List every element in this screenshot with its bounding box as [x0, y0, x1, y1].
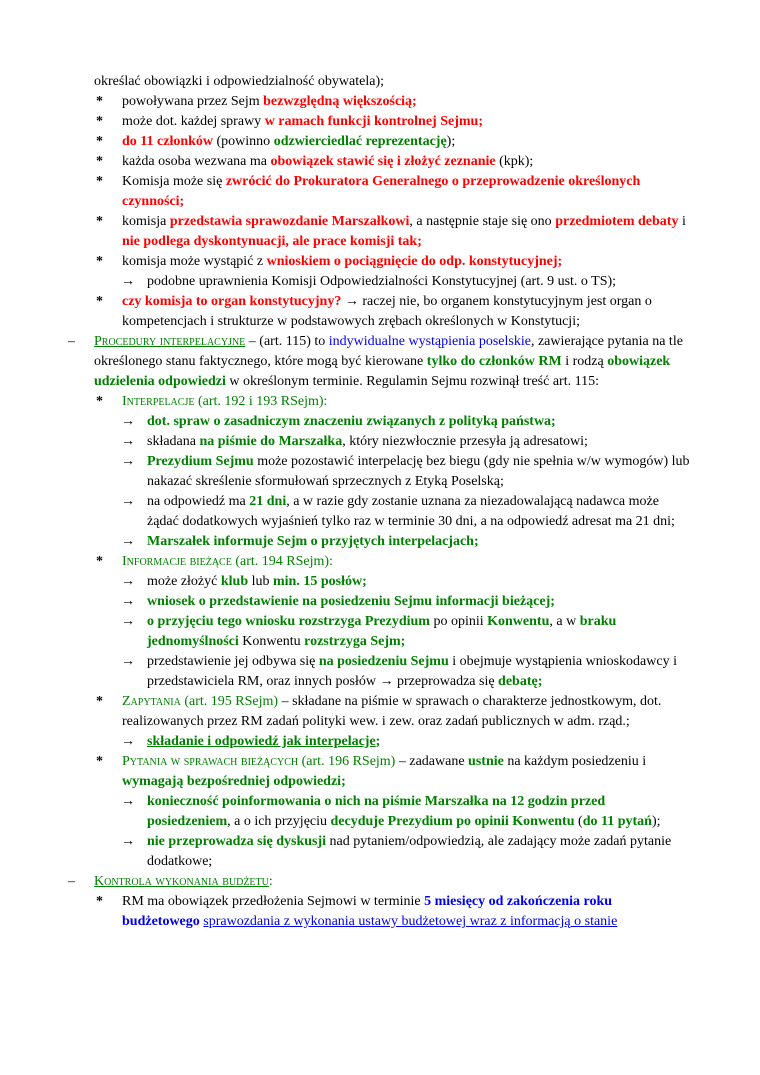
text-segment: → raczej nie, bo organem konstytucyjnym jest organ o kompetencjach i strukturze w podstawowych zrębach określonych w Konstytucji; — [122, 294, 652, 329]
heading-text: Zapytania — [122, 694, 181, 709]
text-segment: konieczność poinformowania o nich na piśmie Marszałka na 12 godzin przed posiedzeniem — [147, 794, 606, 829]
star-marker-icon: * — [96, 134, 103, 149]
text-segment: indywidualne wystąpienia poselskie — [328, 334, 531, 349]
text-segment: na każdym posiedzeniu i — [503, 754, 647, 769]
list-item — [121, 572, 690, 592]
arrow-marker-icon: → — [121, 614, 135, 629]
arrow-marker-icon: → — [121, 274, 135, 289]
list-item — [96, 132, 690, 152]
heading-text: Interpelacje — [122, 394, 195, 409]
star-marker-icon: * — [96, 254, 103, 269]
arrow-marker-icon: → — [121, 534, 135, 549]
arrow-marker-icon: → — [121, 574, 135, 589]
heading-text: Kontrola wykonania budżetu — [94, 874, 269, 889]
text-segment: Konwentu — [238, 634, 305, 649]
list-item — [68, 332, 690, 392]
text-segment: może złożyć — [147, 574, 221, 589]
list-item — [96, 112, 690, 132]
list-item — [94, 72, 690, 92]
text-segment: (art. 192 i 193 RSejm): — [194, 394, 328, 409]
text-segment: , zawierające pytania na tle określonego stanu faktycznego, które mogą być kierowane — [94, 334, 683, 369]
list-item — [121, 412, 690, 432]
text-segment: klub — [220, 574, 249, 589]
text-segment: przedstawienie jej odbywa się — [147, 654, 319, 669]
arrow-marker-icon: → — [121, 414, 135, 429]
arrow-marker-icon: → — [121, 594, 135, 609]
arrow-marker-icon: → — [121, 454, 135, 469]
arrow-marker-icon: → — [121, 654, 135, 669]
text-segment: podobne uprawnienia Komisji Odpowiedzialności Konstytucyjnej (art. 9 ust. o TS); — [147, 274, 617, 289]
text-segment: dot. spraw o zasadniczym znaczeniu związanych z polityką państwa; — [147, 414, 556, 429]
text-segment: ; — [375, 734, 381, 749]
arrow-marker-icon: → — [121, 794, 135, 809]
text-segment: składanie i odpowiedź jak interpelacje — [147, 734, 376, 749]
star-marker-icon: * — [96, 174, 103, 189]
text-segment: lub — [248, 574, 273, 589]
text-segment: Marszałek informuje Sejm o przyjętych interpelacjach; — [147, 534, 479, 549]
text-segment: komisja może wystąpić z — [122, 254, 267, 269]
text-segment: do 11 członków — [122, 134, 214, 149]
heading-text: Informacje bieżące — [122, 554, 232, 569]
list-item — [96, 172, 690, 212]
text-segment: nad pytaniem/odpowiedzią, ale zadający może zadań pytanie dodatkowe; — [147, 834, 672, 869]
list-item — [96, 552, 690, 572]
text-segment: Konwentu — [487, 614, 550, 629]
text-segment: (art. 195 RSejm) — [180, 694, 279, 709]
text-segment: , a następnie staje się ono — [409, 214, 556, 229]
text-segment: obowiązek stawić się i złożyć zeznanie — [270, 154, 496, 169]
list-item — [121, 792, 690, 832]
list-item — [121, 652, 690, 692]
star-marker-icon: * — [96, 154, 103, 169]
dash-marker-icon: – — [68, 874, 75, 889]
text-segment: nie podlega dyskontynuacji, ale prace komisji tak; — [122, 234, 422, 249]
dash-marker-icon: – — [68, 334, 75, 349]
text-segment: braku jednomyślności — [147, 614, 617, 649]
text-segment: , który niezwłocznie przesyła ją adresatowi; — [342, 434, 588, 449]
text-segment: rozstrzyga Sejm; — [304, 634, 406, 649]
list-item — [96, 152, 690, 172]
text-segment: ustnie — [468, 754, 504, 769]
text-segment: 21 dni — [249, 494, 287, 509]
text-segment: powoływana przez Sejm — [122, 94, 264, 109]
text-segment: komisja — [122, 214, 170, 229]
list-item — [96, 252, 690, 272]
text-segment: i — [678, 214, 686, 229]
text-segment: bezwzględną większością; — [263, 94, 417, 109]
list-item — [121, 832, 690, 872]
list-item — [121, 592, 690, 612]
text-segment: w określonym terminie. Regulamin Sejmu rozwinął treść art. 115: — [225, 374, 599, 389]
star-marker-icon: * — [96, 394, 103, 409]
star-marker-icon: * — [96, 894, 103, 909]
text-segment: RM ma obowiązek przedłożenia Sejmowi w terminie — [122, 894, 425, 909]
text-segment: może dot. każdej sprawy — [122, 114, 265, 129]
document-body[interactable] — [68, 72, 690, 932]
star-marker-icon: * — [96, 294, 103, 309]
text-segment: , a w razie gdy zostanie uznana za niezadowalającą nadawca może żądać dodatkowych wyjaśnień tylko raz w terminie 30 dni, a na odpowiedź adresat ma 21 dni; — [147, 494, 675, 529]
text-segment: w ramach funkcji kontrolnej Sejmu; — [264, 114, 483, 129]
text-segment: przedmiotem debaty — [555, 214, 679, 229]
star-marker-icon: * — [96, 754, 103, 769]
text-segment: Komisja może się — [122, 174, 226, 189]
text-segment: wniosek o przedstawienie na posiedzeniu Sejmu informacji bieżącej; — [147, 594, 555, 609]
text-segment: składana — [147, 434, 200, 449]
list-item — [96, 292, 690, 332]
text-segment: : — [268, 874, 273, 889]
text-segment: na posiedzeniu Sejmu — [318, 654, 449, 669]
text-segment: może pozostawić interpelację bez biegu (gdy nie spełnia w/w wymogów) lub nakazać skreślenie sformułowań sprzecznych z Etyką Poselską; — [147, 454, 690, 489]
list-item — [121, 492, 690, 532]
text-segment: ); — [651, 814, 661, 829]
text-segment: o przyjęciu tego wniosku rozstrzyga Prezydium — [147, 614, 430, 629]
text-segment: (kpk); — [495, 154, 534, 169]
heading-text: Procedury interpelacyjne — [94, 334, 246, 349]
text-segment: przedstawia sprawozdanie Marszałkowi — [169, 214, 410, 229]
list-item — [96, 892, 690, 932]
text-segment: – zadawane — [395, 754, 469, 769]
text-segment: Prezydium Sejmu — [147, 454, 254, 469]
list-item — [121, 432, 690, 452]
text-segment: – składane na piśmie w sprawach o charakterze jednostkowym, dot. realizowanych przez RM zadań polityki wew. i zew. oraz zadań publicznych w adm. rząd.; — [122, 694, 662, 729]
text-segment: debatę; — [498, 674, 543, 689]
arrow-marker-icon: → — [121, 834, 135, 849]
text-segment: wnioskiem o pociągnięcie do odp. konstytucyjnej; — [266, 254, 563, 269]
text-segment: i rodzą — [561, 354, 608, 369]
text-segment: , a o ich przyjęciu — [227, 814, 331, 829]
heading-text: Pytania w sprawach bieżących — [122, 754, 299, 769]
list-item — [96, 752, 690, 792]
text-segment: ( — [574, 814, 583, 829]
text-segment: czy komisja to organ konstytucyjny? — [122, 294, 342, 309]
list-item — [121, 532, 690, 552]
text-segment: (art. 194 RSejm): — [231, 554, 333, 569]
text-segment: nie przeprowadza się dyskusji — [147, 834, 327, 849]
text-segment: min. 15 posłów; — [273, 574, 367, 589]
list-item — [121, 272, 690, 292]
list-item — [68, 872, 690, 892]
text-segment: na odpowiedź ma — [147, 494, 250, 509]
text-segment: obowiązek udzielenia odpowiedzi — [94, 354, 671, 389]
star-marker-icon: * — [96, 554, 103, 569]
star-marker-icon: * — [96, 214, 103, 229]
arrow-marker-icon: → — [121, 434, 135, 449]
list-item — [96, 692, 690, 732]
arrow-marker-icon: → — [121, 494, 135, 509]
list-item — [96, 92, 690, 112]
star-marker-icon: * — [96, 94, 103, 109]
list-item — [121, 732, 690, 752]
list-item — [96, 212, 690, 252]
text-segment: 5 miesięcy od zakończenia roku budżetowego — [122, 894, 613, 929]
text-segment: po opinii — [429, 614, 488, 629]
list-item — [96, 392, 690, 412]
text-segment: określać obowiązki i odpowiedzialność obywatela); — [94, 74, 385, 89]
hyperlink-text[interactable]: sprawozdania z wykonania ustawy budżetowej wraz z informacją o stanie — [203, 914, 618, 929]
text-segment: każda osoba wezwana ma — [122, 154, 271, 169]
text-segment: ); — [446, 134, 456, 149]
text-segment: (powinno — [213, 134, 274, 149]
list-item — [121, 612, 690, 652]
text-segment: i obejmuje wystąpienia wnioskodawcy i przedstawiciela RM, oraz innych posłów → przeprowadza się — [147, 654, 677, 689]
text-segment: odzwierciedlać reprezentację — [273, 134, 447, 149]
star-marker-icon: * — [96, 694, 103, 709]
arrow-marker-icon: → — [121, 734, 135, 749]
list-item — [121, 452, 690, 492]
star-marker-icon: * — [96, 114, 103, 129]
text-segment: na piśmie do Marszałka — [199, 434, 343, 449]
text-segment: wymagają bezpośredniej odpowiedzi; — [122, 774, 346, 789]
text-segment: decyduje Prezydium po opinii Konwentu — [330, 814, 575, 829]
text-segment: , a w — [549, 614, 580, 629]
text-segment: (art. 196 RSejm) — [298, 754, 396, 769]
text-segment: do 11 pytań — [582, 814, 652, 829]
text-segment: tylko do członków RM — [426, 354, 562, 369]
text-segment: zwrócić do Prokuratora Generalnego o przeprowadzenie określonych czynności; — [122, 174, 641, 209]
text-segment: – (art. 115) to — [245, 334, 329, 349]
